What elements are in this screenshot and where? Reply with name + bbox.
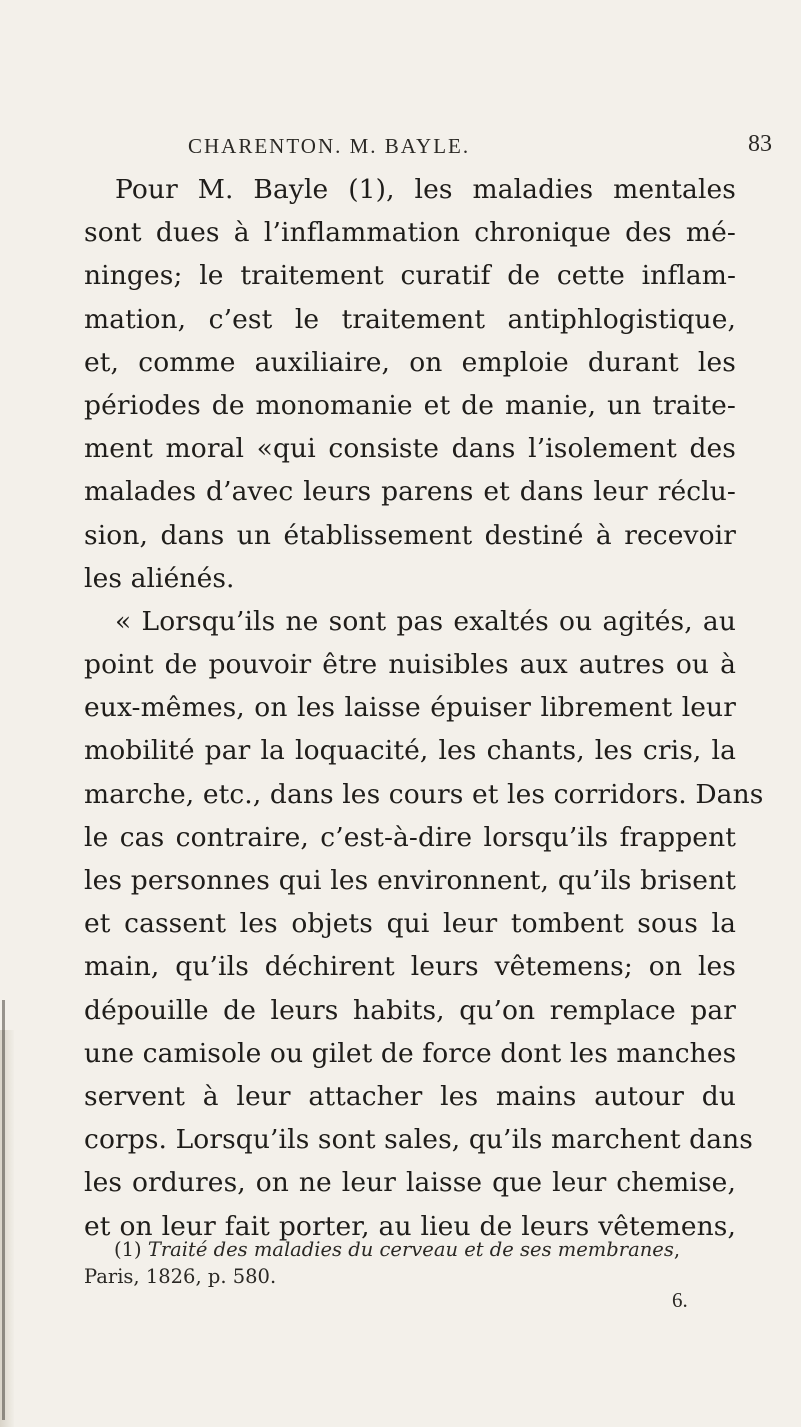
signature-mark: 6.	[672, 1288, 688, 1312]
text-line: ment moral «qui consiste dans l’isolement des	[84, 433, 736, 465]
text-line: ninges; le traitement curatif de cette inflam-	[84, 260, 736, 292]
text-line: sont dues à l’inflammation chronique des mé-	[84, 217, 736, 249]
footnote-title: Traité des maladies du cerveau et de ses membranes	[147, 1238, 674, 1261]
text-line: corps. Lorsqu’ils sont sales, qu’ils marchent dans	[84, 1124, 754, 1156]
body-text	[84, 168, 764, 1248]
text-line: périodes de monomanie et de manie, un traite-	[84, 389, 736, 421]
text-line: servent à leur attacher les mains autour du	[84, 1080, 736, 1112]
text-line: le cas contraire, c’est-à-dire lorsqu’ils frappent	[84, 821, 736, 853]
text-line: « Lorsqu’ils ne sont pas exaltés ou agités, au	[115, 605, 736, 637]
text-line: mation, c’est le traitement antiphlogistique,	[84, 303, 736, 335]
footnote-title-suffix: ,	[673, 1238, 681, 1261]
text-line: mobilité par la loquacité, les chants, les cris, la	[84, 735, 736, 767]
text-line: main, qu’ils déchirent leurs vêtemens; on les	[84, 951, 736, 983]
text-line: dépouille de leurs habits, qu’on remplace par	[84, 994, 736, 1026]
page-binding-edge	[2, 1000, 5, 1420]
footnote-details: Paris, 1826, p. 580.	[84, 1265, 277, 1288]
footnote	[84, 1236, 739, 1290]
text-line: eux-mêmes, on les laisse épuiser librement leur	[84, 692, 736, 724]
text-line: Pour M. Bayle (1), les maladies mentales	[115, 174, 736, 205]
text-line: et, comme auxiliaire, on emploie durant les	[84, 346, 736, 378]
footnote-first-line	[84, 1236, 739, 1263]
footnote-marker: (1)	[114, 1238, 142, 1261]
text-line: sion, dans un établissement destiné à recevoir	[84, 519, 736, 551]
page-number: 83	[748, 131, 772, 157]
text-line: marche, etc., dans les cours et les corridors. Dans	[84, 778, 764, 810]
text-line: les aliénés.	[84, 562, 235, 594]
text-line: malades d’avec leurs parens et dans leur réclu-	[84, 476, 736, 508]
text-line: une camisole ou gilet de force dont les manches	[84, 1037, 737, 1069]
text-line: les personnes qui les environnent, qu’ils brisent	[84, 865, 736, 896]
text-line: et on leur fait porter, au lieu de leurs vêtemens,	[84, 1210, 736, 1242]
text-line: les ordures, on ne leur laisse que leur chemise,	[84, 1167, 736, 1199]
text-line: et cassent les objets qui leur tombent sous la	[84, 908, 736, 940]
running-head: CHARENTON. M. BAYLE.	[188, 134, 471, 158]
text-line: point de pouvoir être nuisibles aux autres ou à	[84, 649, 736, 681]
